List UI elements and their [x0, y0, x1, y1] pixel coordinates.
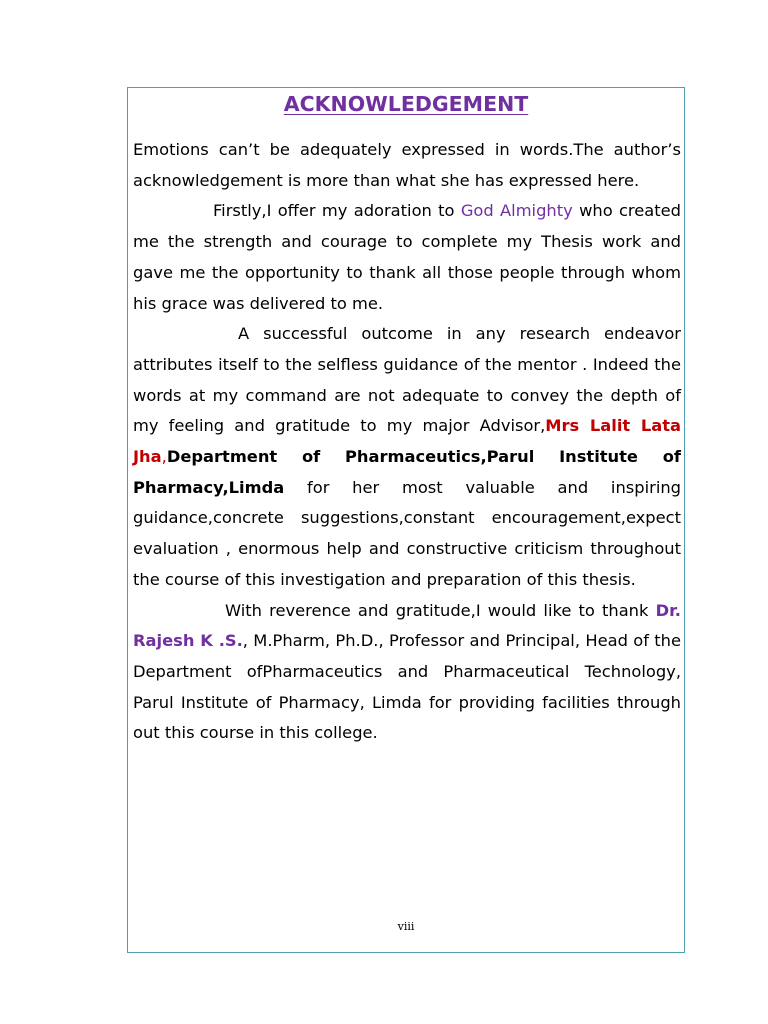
principal-name-highlight: Dr. Rajesh K .S. [133, 600, 681, 651]
page-title: ACKNOWLEDGEMENT [283, 92, 529, 116]
advisor-department: Department of Pharmaceutics,Parul Institute of Pharmacy,Limda [133, 447, 681, 497]
paragraph-1-text: Emotions can’t be adequately expressed in words.The author’s acknowledgement is more than what she has expressed here. [133, 140, 681, 190]
paragraph-1 [133, 135, 681, 196]
page-border [127, 87, 685, 953]
paragraph-3 [133, 319, 681, 595]
paragraph-2-text-end: who created me the strength and courage to complete my Thesis work and gave me the opportunity to thank all those people through whom his grace was delivered to me. [133, 201, 681, 313]
paragraph-3-text-end: for her most valuable and inspiring guidance,concrete suggestions,constant encouragement,expect evaluation , enormous help and constructive criticism throughout the course of this investigation and preparation of this thesis. [133, 477, 681, 589]
paragraph-4-text-start: With reverence and gratitude,I would like to thank [225, 600, 656, 620]
acknowledgement-body [133, 135, 681, 749]
paragraph-2-text-start: Firstly,I offer my adoration to [213, 201, 461, 221]
paragraph-4 [133, 596, 681, 750]
paragraph-2 [133, 196, 681, 319]
paragraph-3-text-start: A successful outcome in any research endeavor attributes itself to the selfless guidance of the mentor . Indeed the words at my command are not adequate to convey the depth of my feeling and gratitude to my major Advisor, [133, 324, 681, 436]
advisor-name-comma: , [161, 447, 167, 467]
advisor-name-highlight: Mrs Lalit Lata Jha [133, 416, 681, 467]
page-number: viii [397, 920, 415, 933]
paragraph-4-text-end: , M.Pharm, Ph.D., Professor and Principal, Head of the Department ofPharmaceutics and Pharmaceutical Technology, Parul Institute of Pharmacy, Limda for providing facilities through out this course in this college. [133, 631, 681, 743]
god-almighty-highlight: God Almighty [460, 201, 573, 221]
